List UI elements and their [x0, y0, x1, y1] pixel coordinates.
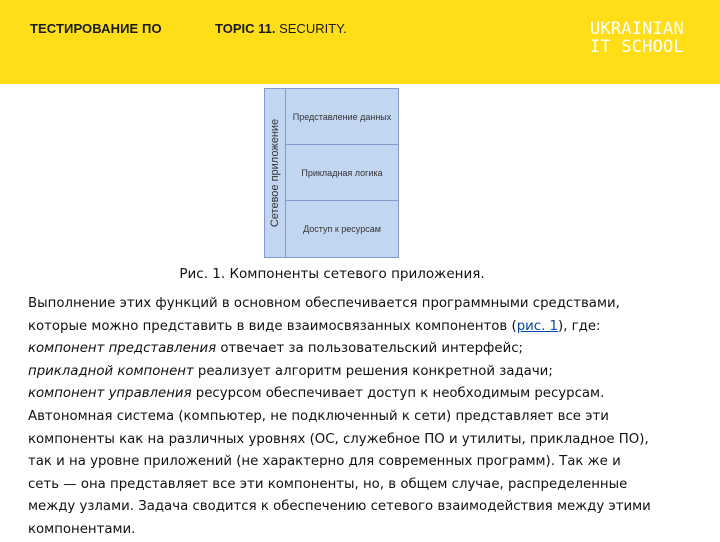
term-application: прикладной компонент	[28, 363, 194, 379]
figure-link[interactable]: рис. 1	[516, 318, 558, 334]
text-line	[28, 338, 710, 361]
topic-name: SECURITY.	[279, 21, 347, 36]
text-line: компоненты как на различных уровнях (ОС, служебное ПО и утилиты, прикладное ПО),	[28, 431, 649, 447]
topic-number: TOPIC 11.	[215, 21, 276, 36]
text-segment: ресурсом обеспечивает доступ к необходимым ресурсам.	[191, 386, 605, 402]
text-segment: отвечает за пользовательский интерфейс;	[216, 341, 524, 357]
slide-header	[0, 0, 720, 84]
layer-resource-access: Доступ к ресурсам	[285, 201, 398, 257]
network-app-diagram	[264, 88, 399, 258]
text-line: компонентами.	[28, 521, 136, 537]
text-line: сеть — она представляет все эти компоненты, но, в общем случае, распределенные	[28, 476, 628, 492]
text-line: между узлами. Задача сводится к обеспечению сетевого взаимодействия между этими	[28, 499, 651, 515]
layer-presentation: Представление данных	[285, 89, 398, 145]
term-presentation: компонент представления	[28, 341, 217, 357]
caption-text: Рис. 1. Компоненты сетевого приложения.	[179, 266, 485, 282]
text-segment: реализует алгоритм решения конкретной задачи;	[193, 363, 553, 379]
text-line	[28, 316, 710, 339]
text-line	[28, 361, 710, 384]
figure-caption	[0, 266, 720, 282]
text-segment: которые можно представить в виде взаимосвязанных компонентов (	[28, 318, 517, 334]
term-resource-management: компонент управления	[28, 386, 192, 402]
course-title: ТЕСТИРОВАНИЕ ПО	[30, 21, 162, 36]
side-label-text: Сетевое приложение	[269, 118, 281, 228]
text-line: так и на уровне приложений (не характерно для современных программ). Так же и	[28, 454, 621, 470]
logo-line-1: UKRAINIAN	[590, 19, 684, 39]
text-segment: ), где:	[558, 318, 601, 334]
layer-application-logic: Прикладная логика	[285, 145, 398, 201]
school-logo	[590, 20, 700, 56]
text-line: Автономная система (компьютер, не подключенный к сети) представляет все эти	[28, 408, 609, 424]
text-line	[28, 383, 710, 406]
diagram-side-label	[265, 89, 285, 257]
body-paragraph	[28, 293, 710, 542]
logo-line-2: IT SCHOOL	[590, 37, 684, 57]
topic-title	[215, 21, 347, 36]
text-line: Выполнение этих функций в основном обеспечивается программными средствами,	[28, 296, 620, 311]
